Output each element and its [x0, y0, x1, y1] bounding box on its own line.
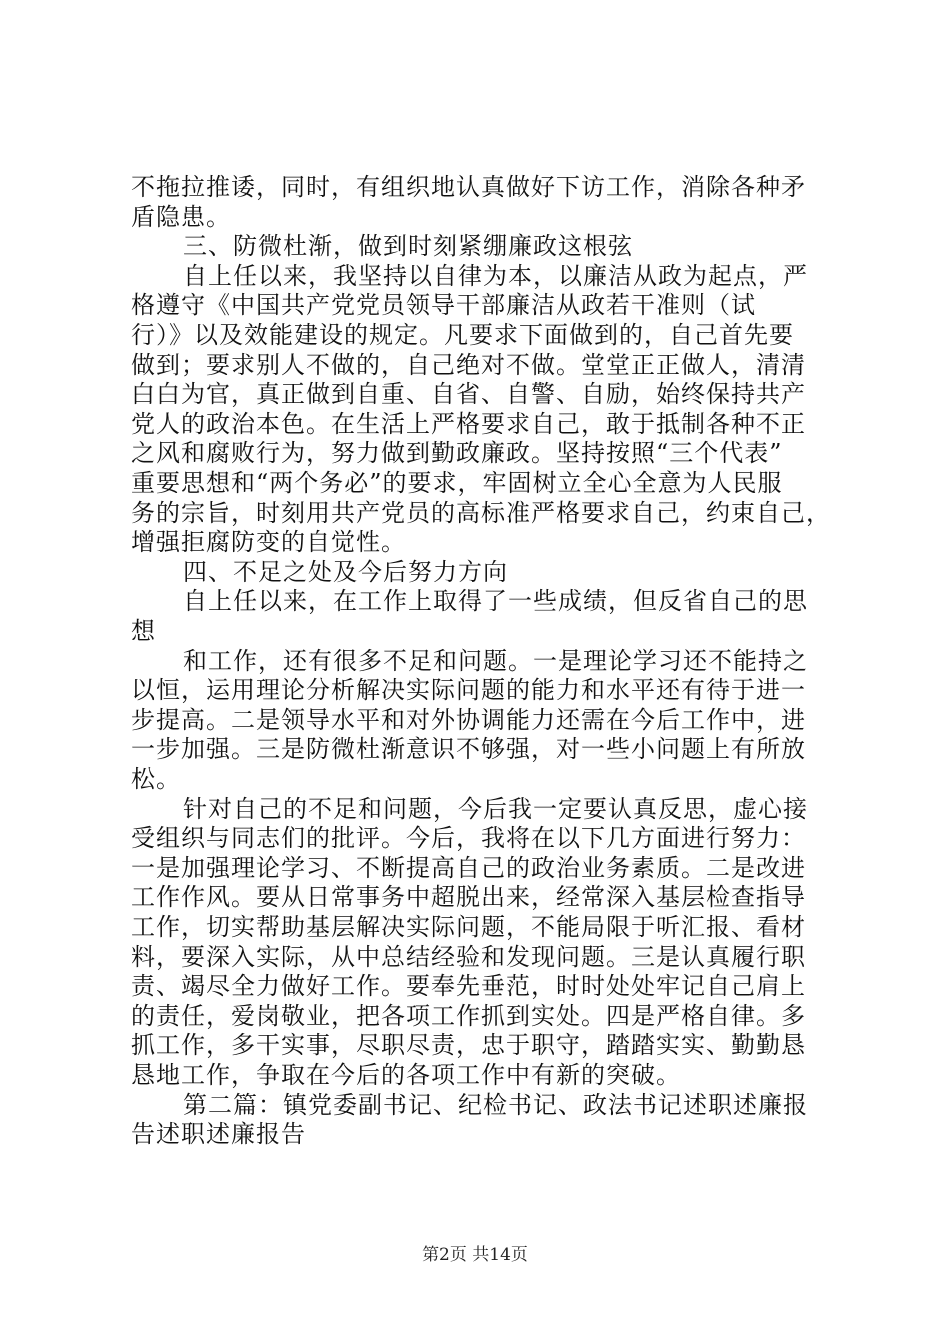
- text-line: 做到；要求别人不做的，自己绝对不做。堂堂正正做人，清清: [131, 351, 806, 379]
- text-line: 抓工作，多干实事，尽职尽责，忠于职守，踏踏实实、勤勤恳: [131, 1031, 806, 1059]
- text-line: 以恒，运用理论分析解决实际问题的能力和水平还有待于进一: [131, 676, 806, 704]
- text-line: 责、竭尽全力做好工作。要奉先垂范，时时处处牢记自己肩上: [131, 972, 806, 1000]
- section-heading: 第二篇：镇党委副书记、纪检书记、政法书记述职述廉报: [183, 1091, 808, 1119]
- page-footer: 第2页 共14页: [422, 1245, 528, 1265]
- text-line: 工作，切实帮助基层解决实际问题，不能局限于听汇报、看材: [131, 913, 806, 941]
- text-line: 重要思想和“两个务必”的要求，牢固树立全心全意为人民服: [131, 469, 783, 497]
- text-line: 务的宗旨，时刻用共产党员的高标准严格要求自己，约束自己，: [131, 499, 831, 527]
- text-line: 增强拒腐防变的自觉性。: [131, 528, 406, 556]
- text-line: 白白为官，真正做到自重、自省、自警、自励，始终保持共产: [131, 380, 806, 408]
- text-line: 步提高。二是领导水平和对外协调能力还需在今后工作中，进: [131, 706, 806, 734]
- text-line: 的责任，爱岗敬业，把各项工作抓到实处。四是严格自律。多: [131, 1002, 806, 1030]
- text-line: 想: [131, 617, 156, 645]
- text-line: 和工作，还有很多不足和问题。一是理论学习还不能持之: [183, 647, 808, 675]
- section-heading: 四、不足之处及今后努力方向: [183, 558, 508, 586]
- section-heading: 三、防微杜渐，做到时刻紧绷廉政这根弦: [183, 232, 633, 260]
- text-line: 针对自己的不足和问题，今后我一定要认真反思，虚心接: [183, 795, 808, 823]
- text-line: 工作作风。要从日常事务中超脱出来，经常深入基层检查指导: [131, 883, 806, 911]
- text-line: 不拖拉推诿，同时，有组织地认真做好下访工作，消除各种矛: [131, 173, 806, 201]
- text-line: 党人的政治本色。在生活上严格要求自己，敢于抵制各种不正: [131, 410, 806, 438]
- text-line: 受组织与同志们的批评。今后，我将在以下几方面进行努力：: [131, 824, 806, 852]
- text-line: 料，要深入实际，从中总结经验和发现问题。三是认真履行职: [131, 943, 806, 971]
- text-line: 告述职述廉报告: [131, 1120, 306, 1148]
- text-line: 自上任以来，在工作上取得了一些成绩，但反省自己的思: [183, 587, 808, 615]
- text-line: 恳地工作，争取在今后的各项工作中有新的突破。: [131, 1061, 681, 1089]
- text-line: 之风和腐败行为，努力做到勤政廉政。坚持按照“三个代表”: [131, 439, 783, 467]
- text-line: 格遵守《中国共产党党员领导干部廉洁从政若干准则（试: [131, 291, 756, 319]
- text-line: 盾隐患。: [131, 203, 231, 231]
- text-line: 一是加强理论学习、不断提高自己的政治业务素质。二是改进: [131, 854, 806, 882]
- text-line: 自上任以来，我坚持以自律为本，以廉洁从政为起点，严: [183, 262, 808, 290]
- text-line: 一步加强。三是防微杜渐意识不够强，对一些小问题上有所放: [131, 735, 806, 763]
- text-line: 松。: [131, 765, 181, 793]
- text-line: 行）》以及效能建设的规定。凡要求下面做到的，自己首先要: [131, 321, 794, 349]
